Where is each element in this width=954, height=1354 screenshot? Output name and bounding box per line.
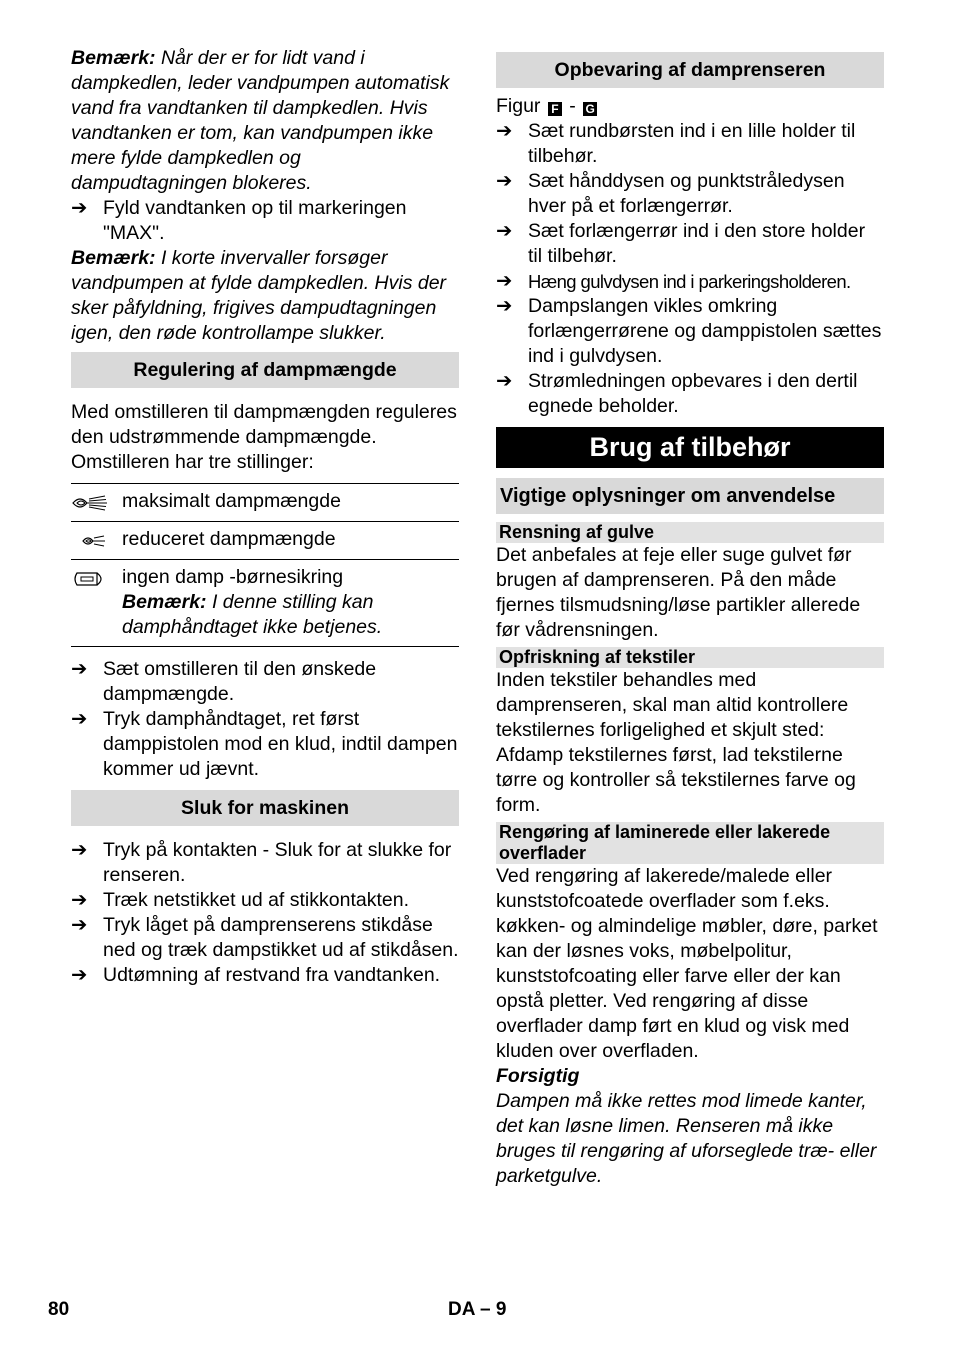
arrow-right-icon: ➔ (496, 370, 513, 392)
steam-settings-table (71, 483, 459, 647)
rengoring-text: Ved rengøring af lakerede/malede eller kunststofcoatede overflader som f.eks. køkken- og almindelige møbler, døre, parket kan der løsnes voks, møbelpolitur, kunststofcoating eller farve eller der kan opstå pletter. Ved rengøring af disse overflader damp ført en klud og visk med kluden over overfladen. (496, 865, 878, 1062)
figure-g-badge: G (583, 102, 597, 116)
heading-opbevaring: Opbevaring af damprenseren (496, 52, 884, 88)
caution-title: Forsigtig (496, 1065, 580, 1087)
caution-text: Dampen må ikke rettes mod limede kanter, det kan løsne limen. Renseren må ikke bruges til rengøring af uforseglede træ- eller parketgulve. (496, 1090, 877, 1187)
right-column (496, 46, 884, 1189)
arrow-right-icon: ➔ (496, 295, 513, 317)
arrow-right-icon: ➔ (71, 658, 88, 680)
note-water-pump: Bemærk: Når der er for lidt vand i dampkedlen, leder vandpumpen automatisk vand fra vandtanken til dampkedlen. Hvis vandtanken er tom, kan vandpumpen ikke mere fylde dampkedlen og dampudtagningen blokeres. (71, 47, 450, 194)
main-heading: Brug af tilbehør (496, 427, 884, 468)
left-column (71, 46, 459, 988)
setting-off-text: ingen damp -børnesikring (122, 566, 344, 588)
heading-sluk: Sluk for maskinen (71, 790, 459, 826)
figure-f-badge: F (548, 102, 562, 116)
list-item: ➔ Dampslangen vikles omkring forlængerrørene og damppistolen sættes ind i gulvdysen. (496, 295, 882, 367)
table-row (71, 522, 459, 560)
arrow-right-icon: ➔ (71, 197, 88, 219)
no-steam-lock-icon (71, 567, 109, 591)
heading-regulering: Regulering af dampmængde (71, 352, 459, 388)
opfriskning-title: Opfriskning af tekstiler (496, 647, 884, 668)
list-item: ➔ Tryk låget på damprenserens stikdåse ned og træk dampstikket ud af stikdåsen. (71, 914, 459, 961)
setting-max-text: maksimalt dampmængde (122, 484, 459, 522)
opfriskning-text: Inden tekstiler behandles med damprenseren, skal man altid kontrollere tekstilernes forligelighed et skjult sted: Afdamp tekstilernes først, lad tekstilerne tørre og kontroller så tekstilernes farve og form. (496, 669, 856, 816)
list-item: ➔ Sæt omstilleren til den ønskede dampmængde. (71, 658, 377, 705)
arrow-right-icon: ➔ (71, 964, 88, 986)
sub-heading: Vigtige oplysninger om anvendelse (496, 478, 884, 514)
list-item: ➔ Strømledningen opbevares i den dertil egnede beholder. (496, 370, 858, 417)
rensning-text: Det anbefales at feje eller suge gulvet før brugen af damprenseren. På den måde fjernes tilsmudsning/løse partikler allerede før vådrensningen. (496, 544, 861, 641)
figure-reference: Figur F - G (496, 94, 884, 119)
arrow-right-icon: ➔ (496, 170, 513, 192)
list-item: ➔ Sæt rundbørsten ind i en lille holder til tilbehør. (496, 120, 856, 167)
list-item: ➔ Sæt hånddysen og punktstråledysen hver på et forlængerrør. (496, 170, 845, 217)
arrow-right-icon: ➔ (71, 839, 88, 861)
reduced-steam-icon (71, 529, 109, 553)
list-item: ➔ Hæng gulvdysen ind i parkeringsholderen. (496, 270, 851, 292)
setting-reduced-text: reduceret dampmængde (122, 522, 459, 560)
arrow-right-icon: ➔ (496, 270, 513, 292)
list-item: ➔ Sæt forlængerrør ind i den store holder til tilbehør. (496, 220, 866, 267)
page-code: DA – 9 (448, 1299, 507, 1320)
max-steam-icon (71, 491, 109, 515)
page-number: 80 (48, 1299, 70, 1320)
regulering-intro: Med omstilleren til dampmængden reguleres den udstrømmende dampmængde. Omstilleren har tre stillinger: (71, 401, 457, 473)
arrow-right-icon: ➔ (71, 708, 88, 730)
setting-off-note: Bemærk: I denne stilling kan damphåndtaget ikke betjenes. (122, 591, 383, 638)
arrow-right-icon: ➔ (71, 914, 88, 936)
arrow-right-icon: ➔ (496, 120, 513, 142)
table-row (71, 484, 459, 522)
list-item: ➔ Tryk damphåndtaget, ret først damppistolen mod en klud, indtil dampen kommer ud jævnt. (71, 708, 458, 780)
list-item: ➔ Udtømning af restvand fra vandtanken. (71, 964, 441, 986)
arrow-right-icon: ➔ (71, 889, 88, 911)
bullet-fill-tank: ➔ Fyld vandtanken op til markeringen "MAX". (71, 197, 407, 244)
rengoring-title: Rengøring af laminerede eller lakerede overflader (496, 822, 884, 864)
table-row (71, 560, 459, 647)
arrow-right-icon: ➔ (496, 220, 513, 242)
rensning-title: Rensning af gulve (496, 522, 884, 543)
list-item: ➔ Træk netstikket ud af stikkontakten. (71, 889, 409, 911)
note-intervals: Bemærk: I korte invervaller forsøger vandpumpen at fylde dampkedlen. Hvis der sker påfyldning, frigives dampudtagningen igen, den røde kontrollampe slukker. (71, 247, 447, 344)
list-item: ➔ Tryk på kontakten - Sluk for at slukke for renseren. (71, 839, 452, 886)
